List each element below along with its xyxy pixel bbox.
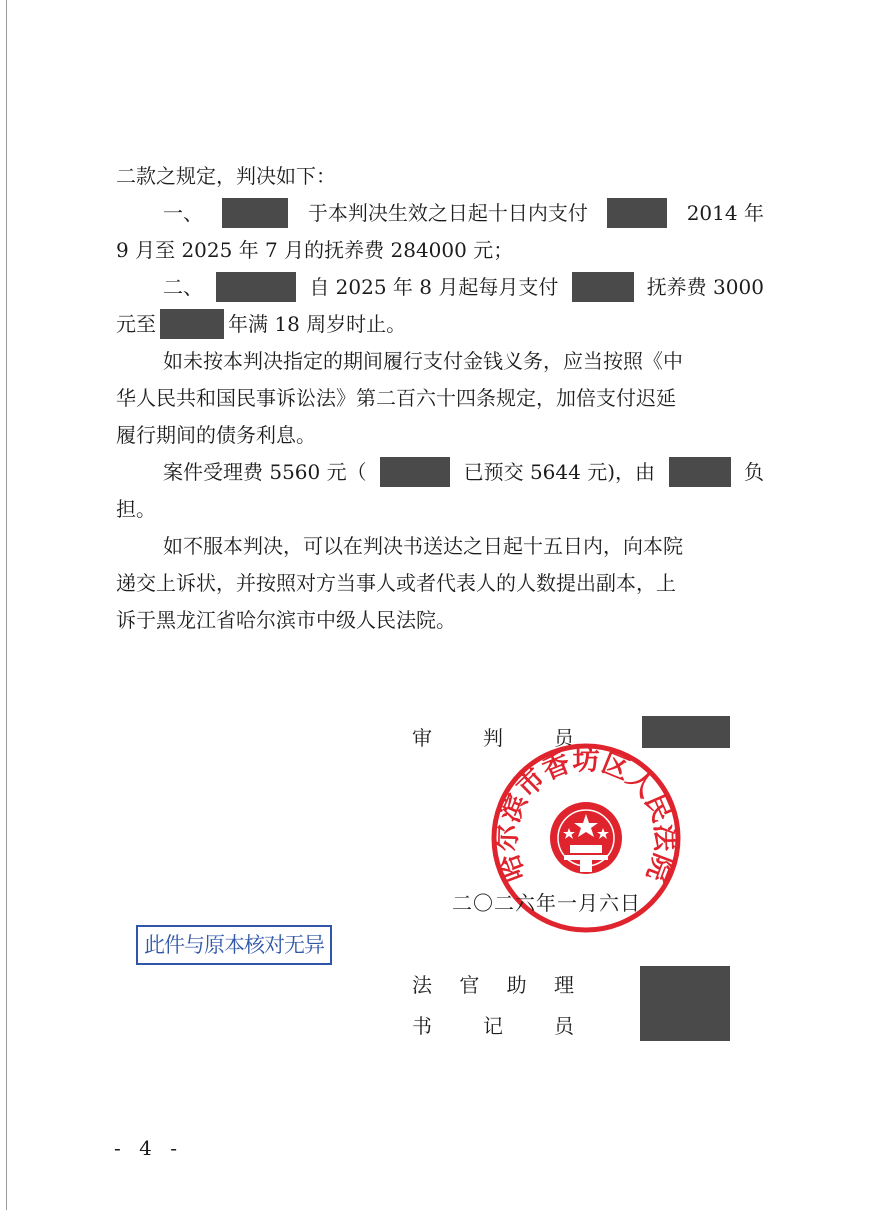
paragraph-text: 2014 年 <box>686 201 764 225</box>
verification-stamp: 此件与原本核对无异 <box>136 925 332 965</box>
text-line <box>163 456 764 488</box>
item-number: 一、 <box>163 201 203 225</box>
paragraph-text: 华人民共和国民事诉讼法》第二百六十四条规定，加倍支付迟延 <box>116 386 676 410</box>
redaction-block <box>216 272 296 302</box>
paragraph-text: 负 <box>743 460 764 484</box>
text-line <box>116 160 764 192</box>
label-char: 员 <box>554 1014 574 1038</box>
text-line <box>116 493 764 525</box>
text-line <box>116 382 764 414</box>
paragraph-text: 履行期间的债务利息。 <box>116 423 316 447</box>
label-char: 理 <box>553 973 574 997</box>
national-emblem-icon <box>550 802 622 874</box>
redaction-block <box>607 198 667 228</box>
label-char: 助 <box>506 973 527 997</box>
text-line <box>116 604 764 636</box>
redaction-block <box>160 309 224 339</box>
paragraph-text: 案件受理费 5560 元（ <box>163 460 367 484</box>
text-line <box>116 567 764 599</box>
paragraph-text: 元至 <box>116 312 156 336</box>
text-line <box>163 197 764 229</box>
page-edge <box>6 0 7 1210</box>
paragraph-text: 年满 18 周岁时止。 <box>228 312 407 336</box>
page-number: - 4 - <box>114 1136 183 1160</box>
text-line <box>163 345 764 377</box>
label-char: 记 <box>483 1014 503 1038</box>
text-line <box>116 234 764 266</box>
paragraph-text: 于本判决生效之日起十日内支付 <box>307 201 588 225</box>
text-line <box>116 308 764 340</box>
judgment-date: 二〇二六年一月六日 <box>452 891 641 915</box>
paragraph-text: 如未按本判决指定的期间履行支付金钱义务，应当按照《中 <box>163 349 683 373</box>
paragraph-text: 诉于黑龙江省哈尔滨市中级人民法院。 <box>116 608 456 632</box>
redaction-block <box>222 198 288 228</box>
paragraph-text: 如不服本判决，可以在判决书送达之日起十五日内，向本院 <box>163 534 683 558</box>
clerk-label <box>412 1010 574 1042</box>
label-char: 判 <box>483 726 503 750</box>
redaction-block <box>572 272 634 302</box>
label-char: 法 <box>412 973 432 997</box>
paragraph-text: 已预交 5644 元)，由 <box>463 460 656 484</box>
label-char: 审 <box>412 726 432 750</box>
item-number: 二、 <box>163 275 203 299</box>
judge-assistant-label <box>412 969 574 1001</box>
label-char: 官 <box>459 973 480 997</box>
paragraph-text: 担。 <box>116 497 156 521</box>
seal-text: 哈尔滨市香坊区人民法院 <box>491 745 681 886</box>
paragraph-text: 自 2025 年 8 月起每月支付 <box>309 275 559 299</box>
redaction-block <box>669 457 731 487</box>
redaction-block <box>380 457 450 487</box>
clerk-names-redaction <box>640 966 730 1041</box>
text-line <box>116 419 764 451</box>
text-line <box>163 530 764 562</box>
paragraph-text: 9 月至 2025 年 7 月的抚养费 284000 元； <box>116 238 514 262</box>
text-line <box>163 271 764 303</box>
label-char: 员 <box>554 726 574 750</box>
paragraph-text: 递交上诉状，并按照对方当事人或者代表人的人数提出副本，上 <box>116 571 676 595</box>
paragraph-text: 二款之规定，判决如下： <box>116 164 336 188</box>
label-char: 书 <box>412 1014 432 1038</box>
paragraph-text: 抚养费 3000 <box>646 275 764 299</box>
